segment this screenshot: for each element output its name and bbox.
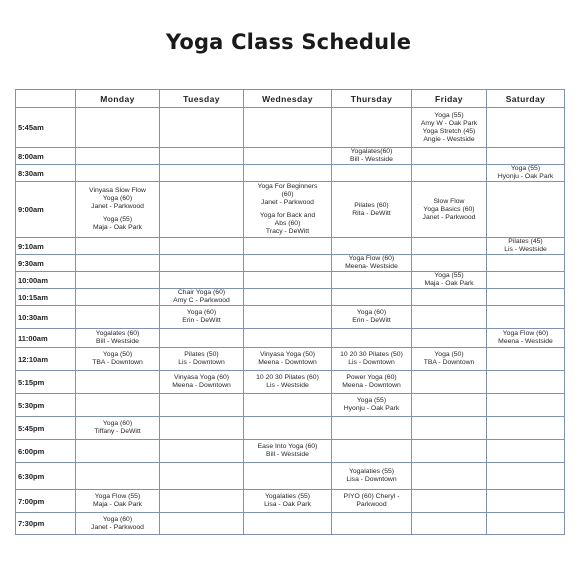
class-cell-thursday	[332, 272, 412, 289]
class-text-line: Yoga (60)	[356, 309, 387, 316]
class-text-line: Bill - Westside	[96, 338, 139, 345]
class-cell-saturday	[487, 255, 565, 272]
class-text-line: Yoga Basics (60)	[423, 205, 475, 213]
class-cell-monday	[76, 371, 160, 394]
class-cell-monday	[76, 289, 160, 306]
class-text-line: Lis - Downtown	[348, 359, 395, 366]
class-cell-saturday	[487, 490, 565, 513]
class-text-line: Yogalates (60)	[95, 330, 140, 337]
class-text-line: Maja - Oak Park	[424, 280, 474, 287]
schedule-row	[16, 394, 565, 417]
schedule-row	[16, 108, 565, 148]
class-text-line: Yogalates(60)	[350, 148, 393, 155]
class-text-line: Parkwood	[356, 501, 387, 508]
class-text-line: Erin - DeWitt	[182, 317, 221, 324]
time-slot-label: 7:00pm	[16, 490, 76, 513]
class-text-line: Meena - Downtown	[342, 382, 401, 389]
class-text-line: Slow Flow	[433, 197, 465, 205]
day-header-tuesday: Tuesday	[160, 90, 244, 108]
class-cell-wednesday	[244, 463, 332, 490]
class-cell-wednesday	[244, 371, 332, 394]
class-cell-wednesday	[244, 238, 332, 255]
class-cell-thursday	[332, 329, 412, 348]
class-text-line: Meena- Westside	[345, 263, 398, 270]
class-cell-thursday	[332, 417, 412, 440]
class-cell-friday	[412, 329, 487, 348]
class-cell-wednesday	[244, 165, 332, 182]
class-text-line: Ease Into Yoga (60)	[257, 443, 318, 450]
class-cell-saturday	[487, 289, 565, 306]
class-text-line: Yoga (55)	[434, 111, 464, 119]
class-cell-thursday	[332, 182, 412, 238]
class-text-line: Pilates (45)	[508, 238, 543, 245]
class-text-line: Tiffany - DeWitt	[94, 428, 141, 435]
time-slot-label: 10:30am	[16, 306, 76, 329]
class-text-line: Lisa - Oak Park	[264, 501, 311, 508]
class-cell-monday	[76, 440, 160, 463]
class-cell-monday	[76, 272, 160, 289]
class-cell-monday	[76, 182, 160, 238]
schedule-row	[16, 417, 565, 440]
schedule-row	[16, 329, 565, 348]
class-cell-saturday	[487, 148, 565, 165]
time-slot-label: 6:30pm	[16, 463, 76, 490]
class-cell-friday	[412, 255, 487, 272]
class-text-line: Vinyasa Slow Flow	[89, 187, 146, 194]
class-text-line: Angie - Westside	[423, 135, 475, 143]
time-slot-label: 8:00am	[16, 148, 76, 165]
class-cell-saturday	[487, 394, 565, 417]
day-header-wednesday: Wednesday	[244, 90, 332, 108]
class-cell-saturday	[487, 329, 565, 348]
day-header-saturday: Saturday	[487, 90, 565, 108]
class-cell-tuesday	[160, 371, 244, 394]
class-cell-thursday	[332, 165, 412, 182]
class-text-line: Yogalaties (55)	[264, 493, 311, 500]
time-slot-label: 5:30pm	[16, 394, 76, 417]
class-cell-saturday	[487, 348, 565, 371]
schedule-row	[16, 255, 565, 272]
class-cell-friday	[412, 238, 487, 255]
class-text-line: Amy C - Parkwood	[173, 297, 230, 304]
class-text-line: Yoga Stretch (45)	[422, 127, 476, 135]
class-text-line: Power Yoga (60)	[346, 374, 397, 381]
class-cell-friday	[412, 490, 487, 513]
class-cell-tuesday	[160, 417, 244, 440]
time-column-header	[16, 90, 76, 108]
schedule-row	[16, 348, 565, 371]
time-slot-label: 5:45pm	[16, 417, 76, 440]
class-text-line: Bill - Westside	[266, 451, 309, 458]
class-text-line: Meena - Downtown	[258, 359, 317, 366]
class-text-line: 10 20 30 Pilates (60)	[256, 374, 319, 381]
class-cell-tuesday	[160, 394, 244, 417]
class-cell-tuesday	[160, 238, 244, 255]
class-text-line: Yoga (55)	[356, 397, 387, 404]
class-cell-tuesday	[160, 513, 244, 535]
class-cell-wednesday	[244, 108, 332, 148]
class-text-line: 10 20 30 Pilates (50)	[340, 351, 403, 358]
schedule-table	[15, 89, 565, 535]
class-cell-friday	[412, 306, 487, 329]
class-text-line: TBA - Downtown	[423, 359, 475, 366]
class-cell-saturday	[487, 108, 565, 148]
schedule-row	[16, 440, 565, 463]
class-cell-wednesday	[244, 348, 332, 371]
class-cell-tuesday	[160, 490, 244, 513]
class-cell-saturday	[487, 238, 565, 255]
class-text-line: TBA - Downtown	[92, 359, 143, 366]
class-cell-thursday	[332, 348, 412, 371]
schedule-row	[16, 272, 565, 289]
time-slot-label: 7:30pm	[16, 513, 76, 535]
class-text-line: Lis - Westside	[504, 246, 547, 253]
class-cell-wednesday	[244, 440, 332, 463]
class-cell-friday	[412, 272, 487, 289]
class-text-line: Chair Yoga (60)	[177, 289, 226, 296]
time-slot-label: 9:00am	[16, 182, 76, 238]
class-text-line: (60)	[281, 191, 294, 198]
time-slot-label: 6:00pm	[16, 440, 76, 463]
class-text-line: Yoga (60)	[102, 420, 133, 427]
class-cell-tuesday	[160, 306, 244, 329]
class-text-line: Janet - Parkwood	[422, 213, 476, 221]
class-text-line: Lis - Downtown	[178, 359, 225, 366]
class-cell-thursday	[332, 513, 412, 535]
class-cell-thursday	[332, 289, 412, 306]
class-cell-monday	[76, 513, 160, 535]
class-text-line: Hyonju - Oak Park	[343, 405, 400, 412]
time-slot-label: 8:30am	[16, 165, 76, 182]
class-cell-friday	[412, 165, 487, 182]
class-cell-monday	[76, 463, 160, 490]
class-cell-thursday	[332, 463, 412, 490]
class-cell-thursday	[332, 440, 412, 463]
class-cell-thursday	[332, 306, 412, 329]
class-cell-monday	[76, 148, 160, 165]
class-text-line: Amy W - Oak Park	[420, 119, 478, 127]
schedule-row	[16, 513, 565, 535]
class-cell-thursday	[332, 148, 412, 165]
time-slot-label: 10:00am	[16, 272, 76, 289]
class-text-line: Yoga Flow (60)	[348, 255, 395, 262]
class-cell-monday	[76, 255, 160, 272]
class-cell-wednesday	[244, 417, 332, 440]
time-slot-label: 10:15am	[16, 289, 76, 306]
time-slot-label: 9:30am	[16, 255, 76, 272]
class-cell-friday	[412, 463, 487, 490]
class-text-line: Yoga for Back and	[259, 212, 316, 219]
class-cell-saturday	[487, 463, 565, 490]
class-cell-saturday	[487, 417, 565, 440]
class-cell-friday	[412, 513, 487, 535]
class-cell-wednesday	[244, 306, 332, 329]
class-cell-tuesday	[160, 148, 244, 165]
day-header-thursday: Thursday	[332, 90, 412, 108]
class-text-line: Pilates (50)	[184, 351, 219, 358]
class-text-line: Pilates (60)	[354, 201, 389, 209]
class-cell-saturday	[487, 165, 565, 182]
class-text-line: Maja - Oak Park	[92, 501, 143, 508]
class-text-line: Janet - Parkwood	[91, 523, 144, 531]
time-slot-label: 11:00am	[16, 329, 76, 348]
class-text-line: Yoga (50)	[434, 351, 464, 358]
class-cell-wednesday	[244, 272, 332, 289]
class-text-line: Hyonju - Oak Park	[497, 173, 554, 180]
class-text-line: PIYO (60) Cheryl -	[343, 493, 400, 500]
class-text-line: Vinyasa Yoga (50)	[259, 351, 316, 358]
class-text-line: Yoga (60)	[102, 195, 133, 202]
class-cell-friday	[412, 440, 487, 463]
class-cell-friday	[412, 348, 487, 371]
class-text-line: Vinyasa Yoga (60)	[173, 374, 230, 381]
class-text-line: Rita - DeWitt	[352, 209, 391, 217]
class-cell-saturday	[487, 272, 565, 289]
schedule-row	[16, 490, 565, 513]
class-text-line: Yoga (55)	[510, 165, 541, 172]
class-cell-tuesday	[160, 108, 244, 148]
class-cell-thursday	[332, 371, 412, 394]
page-title: Yoga Class Schedule	[165, 30, 412, 54]
class-cell-wednesday	[244, 513, 332, 535]
class-text-line: Yoga (55)	[434, 272, 464, 279]
class-cell-wednesday	[244, 394, 332, 417]
class-text-line: Erin - DeWitt	[352, 317, 391, 324]
class-cell-saturday	[487, 440, 565, 463]
class-cell-friday	[412, 148, 487, 165]
class-cell-thursday	[332, 108, 412, 148]
class-cell-wednesday	[244, 329, 332, 348]
schedule-row	[16, 289, 565, 306]
class-cell-monday	[76, 306, 160, 329]
class-cell-tuesday	[160, 463, 244, 490]
time-slot-label: 9:10am	[16, 238, 76, 255]
class-cell-monday	[76, 490, 160, 513]
class-cell-monday	[76, 394, 160, 417]
class-cell-friday	[412, 182, 487, 238]
class-cell-tuesday	[160, 289, 244, 306]
class-cell-friday	[412, 394, 487, 417]
class-text-line: Tracy - DeWitt	[265, 228, 310, 235]
class-cell-wednesday	[244, 148, 332, 165]
class-cell-thursday	[332, 490, 412, 513]
class-cell-friday	[412, 289, 487, 306]
class-cell-tuesday	[160, 329, 244, 348]
class-text-line: Yoga Flow (55)	[94, 493, 141, 500]
class-cell-tuesday	[160, 165, 244, 182]
schedule-row	[16, 463, 565, 490]
class-text-line: Yoga (60)	[102, 515, 133, 523]
class-cell-tuesday	[160, 255, 244, 272]
class-cell-tuesday	[160, 272, 244, 289]
class-cell-thursday	[332, 238, 412, 255]
class-cell-tuesday	[160, 182, 244, 238]
class-cell-monday	[76, 348, 160, 371]
time-slot-label: 12:10am	[16, 348, 76, 371]
class-cell-friday	[412, 371, 487, 394]
class-text-line: Janet - Parkwood	[261, 199, 314, 206]
class-text-line: Meena - Westside	[498, 338, 553, 345]
class-cell-saturday	[487, 182, 565, 238]
day-header-friday: Friday	[412, 90, 487, 108]
class-cell-saturday	[487, 306, 565, 329]
class-cell-wednesday	[244, 182, 332, 238]
class-text-line: Meena - Downtown	[172, 382, 231, 389]
class-cell-wednesday	[244, 289, 332, 306]
schedule-row	[16, 165, 565, 182]
schedule-row	[16, 148, 565, 165]
class-text-line: Yoga For Beginners	[257, 183, 318, 190]
class-cell-monday	[76, 417, 160, 440]
schedule-row	[16, 182, 565, 238]
class-text-line: Abs (60)	[274, 220, 301, 227]
class-text-line: Yoga (55)	[102, 216, 133, 223]
schedule-row	[16, 238, 565, 255]
time-slot-label: 5:15pm	[16, 371, 76, 394]
class-cell-monday	[76, 108, 160, 148]
class-cell-thursday	[332, 394, 412, 417]
class-text-line: Bill - Westside	[350, 156, 393, 163]
schedule-body	[16, 108, 565, 535]
class-text-line: Yoga Flow (60)	[502, 330, 549, 337]
schedule-row	[16, 371, 565, 394]
class-cell-saturday	[487, 513, 565, 535]
time-slot-label: 5:45am	[16, 108, 76, 148]
class-text-line: Yoga (50)	[102, 351, 133, 358]
class-text-line: Maja - Oak Park	[92, 224, 143, 231]
schedule-row	[16, 306, 565, 329]
header-row	[16, 90, 565, 108]
class-cell-friday	[412, 108, 487, 148]
day-header-monday: Monday	[76, 90, 160, 108]
class-cell-monday	[76, 329, 160, 348]
class-text-line: Yoga (60)	[186, 309, 217, 316]
class-cell-tuesday	[160, 348, 244, 371]
class-cell-monday	[76, 238, 160, 255]
class-text-line: Lis - Westside	[266, 382, 309, 389]
class-cell-monday	[76, 165, 160, 182]
class-text-line: Yogalaties (55)	[348, 468, 395, 475]
class-cell-wednesday	[244, 255, 332, 272]
class-cell-tuesday	[160, 440, 244, 463]
class-cell-thursday	[332, 255, 412, 272]
class-cell-saturday	[487, 371, 565, 394]
class-text-line: Lisa - Downtown	[346, 476, 397, 483]
class-text-line: Janet - Parkwood	[91, 203, 144, 210]
class-cell-wednesday	[244, 490, 332, 513]
class-cell-friday	[412, 417, 487, 440]
